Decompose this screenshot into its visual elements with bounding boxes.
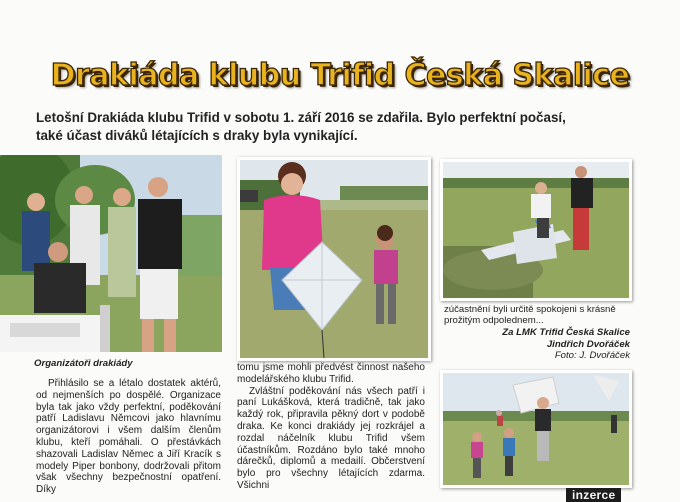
photo-children-kites	[440, 370, 632, 488]
photo-model-plane	[440, 159, 632, 301]
photo-organizers	[0, 155, 222, 352]
section-label: inzerce	[566, 488, 621, 502]
column-2-paragraph-2: Zvláštní poděkování nás všech patří i paní Lukášková, která tradičně, tak jako každý rok, připravila pěkný dort v podobě draka. Ke konci drakiády jej rozkrájel a rozdal náčelník klubu Trifid všem účastníkům. Rozdáno bylo také mnoho dárečků, diplomů a medailí. Občerstvení bylo pro všechny létajících zdarma. Všichni	[237, 385, 425, 491]
column-1-paragraph: Přihlásilo se a létalo dostatek aktérů, od nejmenších po dospělé. Organizace byla tak jako vždy perfektní, poděkování patří Ladislavu Němcovi jako hlavnímu organizátorovi i všem dalším členům klubu, kteří pomáhali. O přestávkách shazovali Ladislav Němec a Jiří Kracík s modely Piper bonbony, dodržovali přitom však všechny bezpečnostní opatření. Díky	[36, 378, 221, 496]
column-2-paragraph-1: tomu jsme mohli předvést činnost našeho modelářského klubu Trifid.	[237, 362, 425, 385]
article-column-1	[36, 378, 221, 496]
lead-line-2: také účast diváků létajících s draky byla vynikající.	[36, 128, 358, 143]
article-lead	[36, 109, 648, 145]
article-column-2	[237, 362, 425, 492]
article-title: Drakiáda klubu Trifid Česká Skalice	[50, 58, 630, 93]
signature-author: Jindřich Dvořáček	[546, 338, 630, 350]
photo-credit: Foto: J. Dvořáček	[554, 350, 630, 361]
photo-organizers-caption: Organizátoři drakiády	[34, 358, 133, 369]
lead-line-1: Letošní Drakiáda klubu Trifid v sobotu 1. září 2016 se zdařila. Bylo perfektní počasí,	[36, 110, 566, 125]
photo-model-plane-caption: zúčastnění byli určitě spokojeni s krásně prožitým odpolednem...	[444, 304, 616, 327]
photo-kite-woman-child	[237, 157, 431, 361]
signature-club: Za LMK Trifid Česká Skalice	[502, 327, 630, 338]
